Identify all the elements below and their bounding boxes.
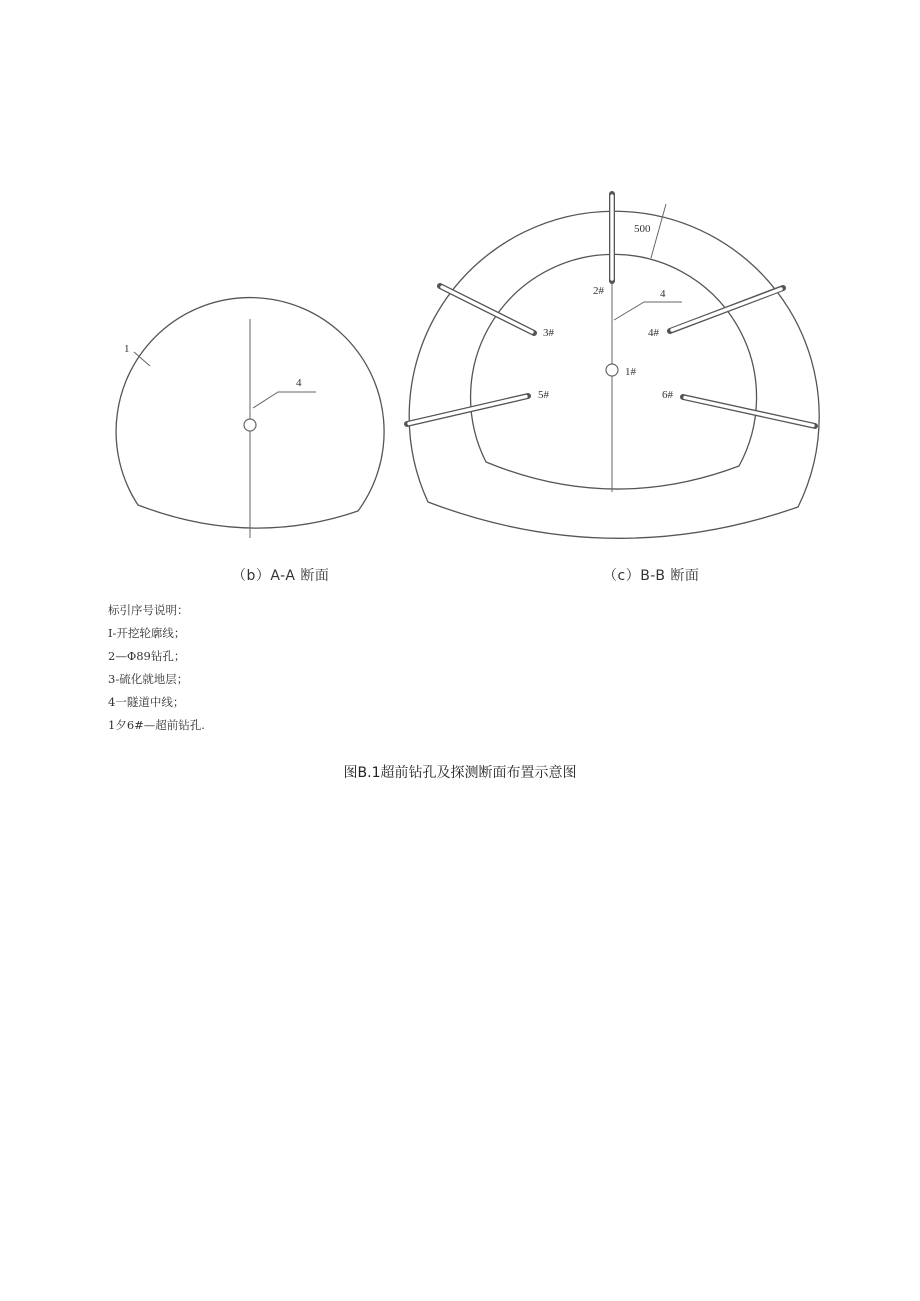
aa-center-hole bbox=[244, 419, 256, 431]
bb-leader-4 bbox=[614, 302, 682, 320]
bb-label-thickness: 500 bbox=[634, 223, 651, 235]
bb-label-hole-6: 6# bbox=[662, 389, 673, 401]
bb-borehole-3 bbox=[440, 286, 534, 333]
bb-label-hole-1: 1# bbox=[625, 366, 636, 378]
aa-caption: （b）A-A 断面 bbox=[232, 568, 330, 584]
aa-label-centerline: 4 bbox=[296, 377, 302, 389]
aa-label-outline: 1 bbox=[124, 343, 130, 355]
bb-section bbox=[407, 192, 819, 584]
aa-leader-4 bbox=[253, 392, 316, 408]
bb-label-hole-3: 3# bbox=[543, 327, 554, 339]
bb-borehole-6 bbox=[683, 397, 815, 426]
aa-section bbox=[116, 298, 384, 584]
legend-item: 2—Φ89钻孔； bbox=[108, 649, 186, 663]
bb-label-centerline: 4 bbox=[660, 288, 666, 300]
bb-label-hole-2: 2# bbox=[593, 285, 604, 297]
figure-caption: 图B.1超前钻孔及探测断面布置示意图 bbox=[343, 765, 577, 781]
legend-item: 3-硫化就地层； bbox=[108, 672, 189, 686]
bb-borehole-4 bbox=[670, 288, 783, 331]
legend bbox=[108, 599, 205, 737]
legend-item: I-开挖轮廓线； bbox=[108, 626, 186, 640]
bb-borehole-5 bbox=[407, 396, 528, 424]
legend-item: 4一隧道中线； bbox=[108, 695, 185, 709]
aa-leader-1 bbox=[134, 352, 150, 366]
bb-caption: （c）B-B 断面 bbox=[603, 568, 700, 584]
bb-hole-1 bbox=[606, 364, 618, 376]
legend-title: 标引序号说明： bbox=[108, 603, 189, 617]
bb-dimension-500 bbox=[651, 204, 666, 258]
bb-label-hole-5: 5# bbox=[538, 389, 549, 401]
legend-item: 1夕6#—超前钻孔. bbox=[108, 718, 205, 732]
bb-label-hole-4: 4# bbox=[648, 327, 659, 339]
